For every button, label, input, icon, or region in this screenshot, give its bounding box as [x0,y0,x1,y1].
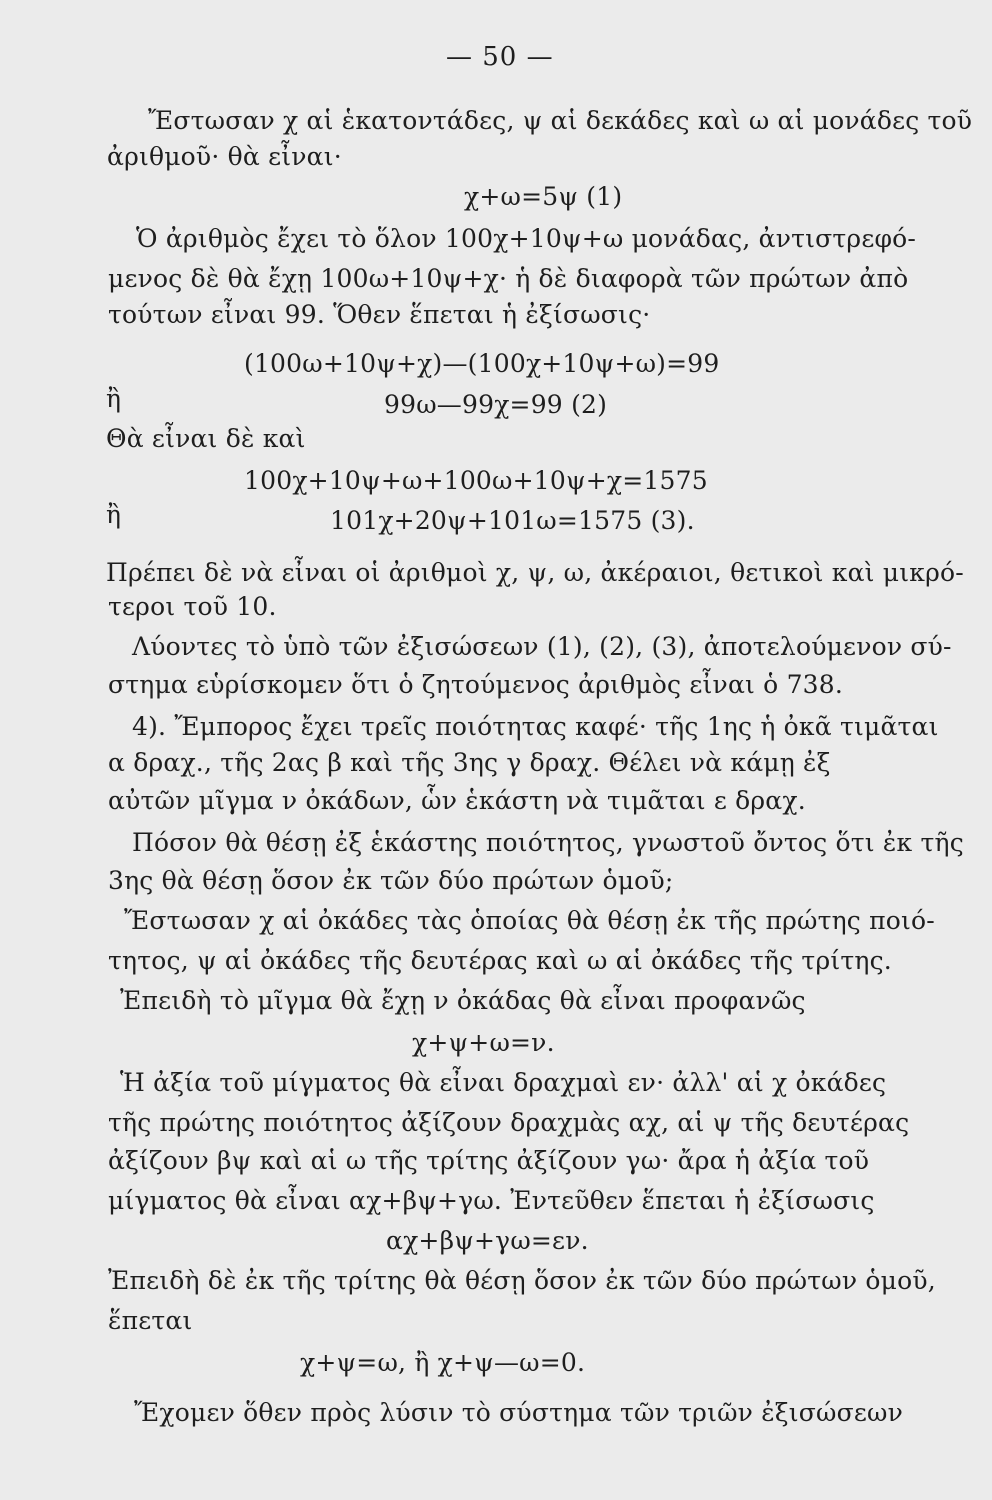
text-line: ἀριθμοῦ· θὰ εἶναι· [107,142,342,171]
text-line: Ἐπειδὴ δὲ ἐκ τῆς τρίτης θὰ θέσῃ ὅσον ἐκ τῶν δύο πρώτων ὁμοῦ, [108,1266,936,1295]
equation-line: 99ω—99χ=99 (2) [384,390,608,419]
text-line: ἢ [106,500,122,529]
text-line: τῆς πρώτης ποιότητος ἀξίζουν δραχμὰς αχ, αἱ ψ τῆς δευτέρας [108,1108,910,1137]
text-line: Ἔστωσαν χ αἱ ὀκάδες τὰς ὁποίας θὰ θέσῃ ἐκ τῆς πρώτης ποιό- [124,906,935,935]
text-line: Ὁ ἀριθμὸς ἔχει τὸ ὅλον 100χ+10ψ+ω μονάδας, ἀντιστρεφό- [136,224,917,253]
equation-line: αχ+βψ+γω=εν. [386,1226,589,1255]
text-line: ἢ [106,384,122,413]
text-line: τεροι τοῦ 10. [108,592,277,621]
text-line: στημα εὑρίσκομεν ὅτι ὁ ζητούμενος ἀριθμὸς εἶναι ὁ 738. [108,670,844,699]
equation-line: χ+ψ=ω, ἢ χ+ψ—ω=0. [300,1348,586,1377]
equation-line: 101χ+20ψ+101ω=1575 (3). [330,506,695,535]
text-line: ἀξίζουν βψ καὶ αἱ ω τῆς τρίτης ἀξίζουν γω· ἄρα ἡ ἀξία τοῦ [108,1146,870,1175]
text-line: 4). Ἔμπορος ἔχει τρεῖς ποιότητας καφέ· τῆς 1ης ἡ ὀκᾶ τιμᾶται [132,712,939,741]
equation-line: χ+ω=5ψ (1) [464,182,623,211]
text-line: 3ης θὰ θέσῃ ὅσον ἐκ τῶν δύο πρώτων ὁμοῦ; [108,866,674,895]
text-line: α δραχ., τῆς 2ας β καὶ τῆς 3ης γ δραχ. Θέλει νὰ κάμῃ ἐξ [108,748,831,777]
equation-line: 100χ+10ψ+ω+100ω+10ψ+χ=1575 [244,466,708,495]
text-line: Θὰ εἶναι δὲ καὶ [106,424,306,453]
text-line: Ἐπειδὴ τὸ μῖγμα θὰ ἔχῃ ν ὀκάδας θὰ εἶναι προφανῶς [120,986,806,1015]
text-line: μενος δὲ θὰ ἔχῃ 100ω+10ψ+χ· ἡ δὲ διαφορὰ τῶν πρώτων ἀπὸ [108,264,909,293]
text-line: Ἔστωσαν χ αἱ ἑκατοντάδες, ψ αἱ δεκάδες καὶ ω αἱ μονάδες τοῦ [148,106,973,135]
text-line: τητος, ψ αἱ ὀκάδες τῆς δευτέρας καὶ ω αἱ ὀκάδες τῆς τρίτης. [108,946,892,975]
text-line: Λύοντες τὸ ὑπὸ τῶν ἐξισώσεων (1), (2), (3), ἀποτελούμενον σύ- [132,632,952,661]
equation-line: (100ω+10ψ+χ)—(100χ+10ψ+ω)=99 [244,349,720,378]
text-line: τούτων εἶναι 99. Ὅθεν ἕπεται ἡ ἐξίσωσις· [108,300,651,329]
text-line: ἕπεται [108,1306,193,1335]
text-line: Ἔχομεν ὅθεν πρὸς λύσιν τὸ σύστημα τῶν τριῶν ἐξισώσεων [134,1398,904,1427]
page-number: — 50 — [446,42,554,72]
text-line: Πρέπει δὲ νὰ εἶναι οἱ ἀριθμοὶ χ, ψ, ω, ἀκέραιοι, θετικοὶ καὶ μικρό- [106,558,964,587]
text-line: αὐτῶν μῖγμα ν ὀκάδων, ὧν ἑκάστη νὰ τιμᾶται ε δραχ. [108,786,806,815]
equation-line: χ+ψ+ω=ν. [412,1028,555,1057]
text-line: μίγματος θὰ εἶναι αχ+βψ+γω. Ἐντεῦθεν ἕπεται ἡ ἐξίσωσις [108,1186,875,1215]
text-line: Πόσον θὰ θέσῃ ἐξ ἑκάστης ποιότητος, γνωστοῦ ὄντος ὅτι ἐκ τῆς [132,828,964,857]
text-line: Ἡ ἀξία τοῦ μίγματος θὰ εἶναι δραχμαὶ εν· ἀλλ' αἱ χ ὀκάδες [120,1068,887,1097]
